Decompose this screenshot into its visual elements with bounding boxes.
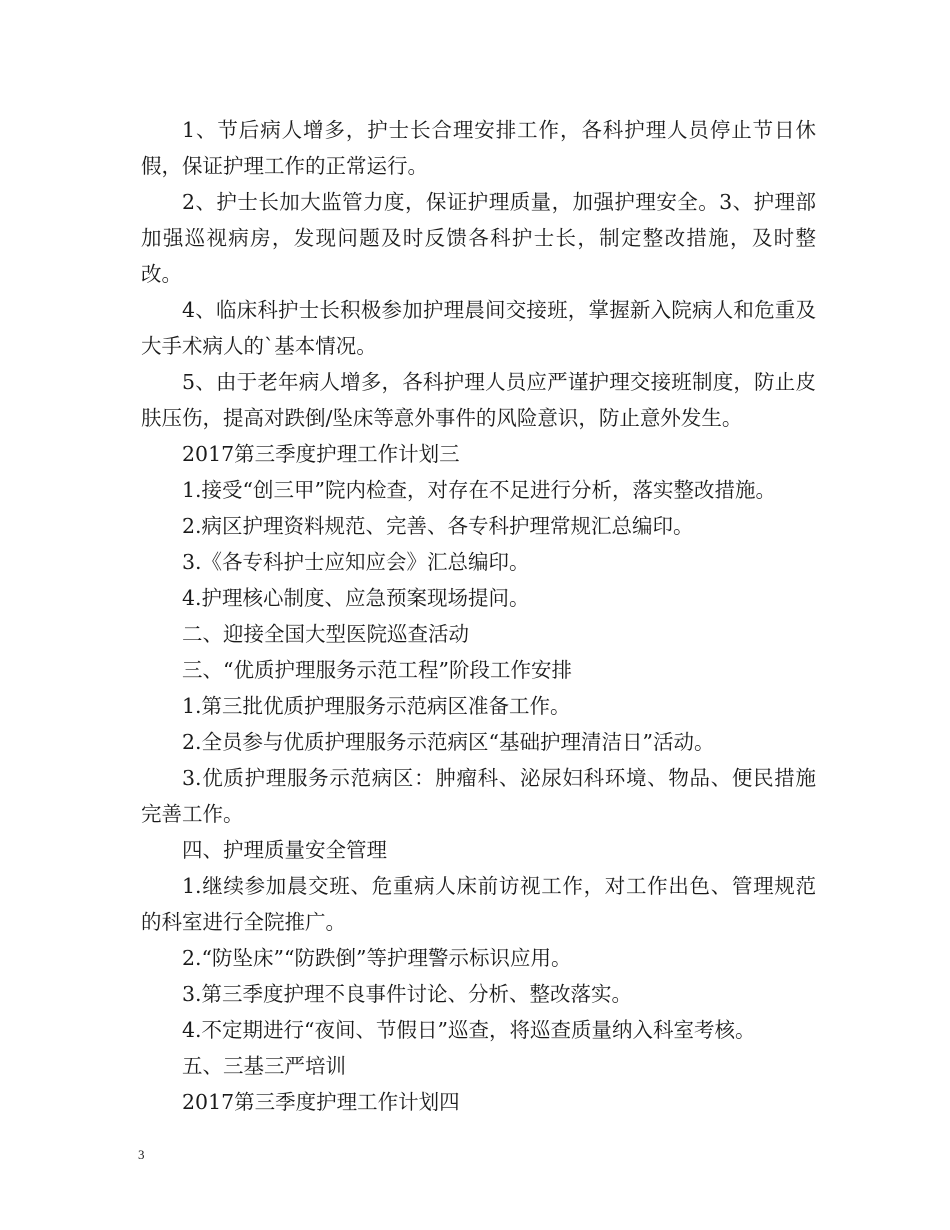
section-heading: 三、“优质护理服务示范工程”阶段工作安排 [182, 658, 572, 682]
paragraph: 2.“防坠床”“防跌倒”等护理警示标识应用。 [182, 946, 572, 970]
paragraph: 3.优质护理服务示范病区：肿瘤科、泌尿妇科环境、物品、便民措施完善工作。 [141, 766, 816, 826]
section-heading: 2017第三季度护理工作计划四 [182, 1090, 460, 1114]
paragraph: 1.第三批优质护理服务示范病区准备工作。 [182, 694, 571, 718]
paragraph: 3.第三季度护理不良事件讨论、分析、整改落实。 [182, 982, 633, 1006]
paragraph: 5、由于老年病人增多，各科护理人员应严谨护理交接班制度，防止皮肤压伤，提高对跌倒/坠床等意外事件的风险意识，防止意外发生。 [141, 370, 816, 430]
document-body [141, 112, 816, 1120]
paragraph: 4.护理核心制度、应急预案现场提问。 [182, 586, 530, 610]
section-heading: 二、迎接全国大型医院巡查活动 [182, 622, 469, 646]
paragraph: 1.接受“创三甲”院内检查，对存在不足进行分析，落实整改措施。 [182, 478, 777, 502]
section-heading: 四、护理质量安全管理 [182, 838, 387, 862]
paragraph: 2.全员参与优质护理服务示范病区“基础护理清洁日”活动。 [182, 730, 715, 754]
paragraph: 1.继续参加晨交班、危重病人床前访视工作，对工作出色、管理规范的科室进行全院推广。 [141, 874, 816, 934]
paragraph: 2、护士长加大监管力度，保证护理质量，加强护理安全。3、护理部加强巡视病房，发现问题及时反馈各科护士长，制定整改措施，及时整改。 [141, 190, 816, 286]
section-heading: 2017第三季度护理工作计划三 [182, 442, 460, 466]
paragraph: 4.不定期进行“夜间、节假日”巡查，将巡查质量纳入科室考核。 [182, 1018, 756, 1042]
page-number: 3 [138, 1147, 145, 1162]
paragraph: 1、节后病人增多，护士长合理安排工作，各科护理人员停止节日休假，保证护理工作的正常运行。 [141, 118, 816, 178]
paragraph: 2.病区护理资料规范、完善、各专科护理常规汇总编印。 [182, 514, 694, 538]
paragraph: 3.《各专科护士应知应会》汇总编印。 [182, 550, 530, 574]
section-heading: 五、三基三严培训 [182, 1054, 346, 1078]
paragraph: 4、临床科护士长积极参加护理晨间交接班，掌握新入院病人和危重及大手术病人的`基本情况。 [141, 298, 816, 358]
